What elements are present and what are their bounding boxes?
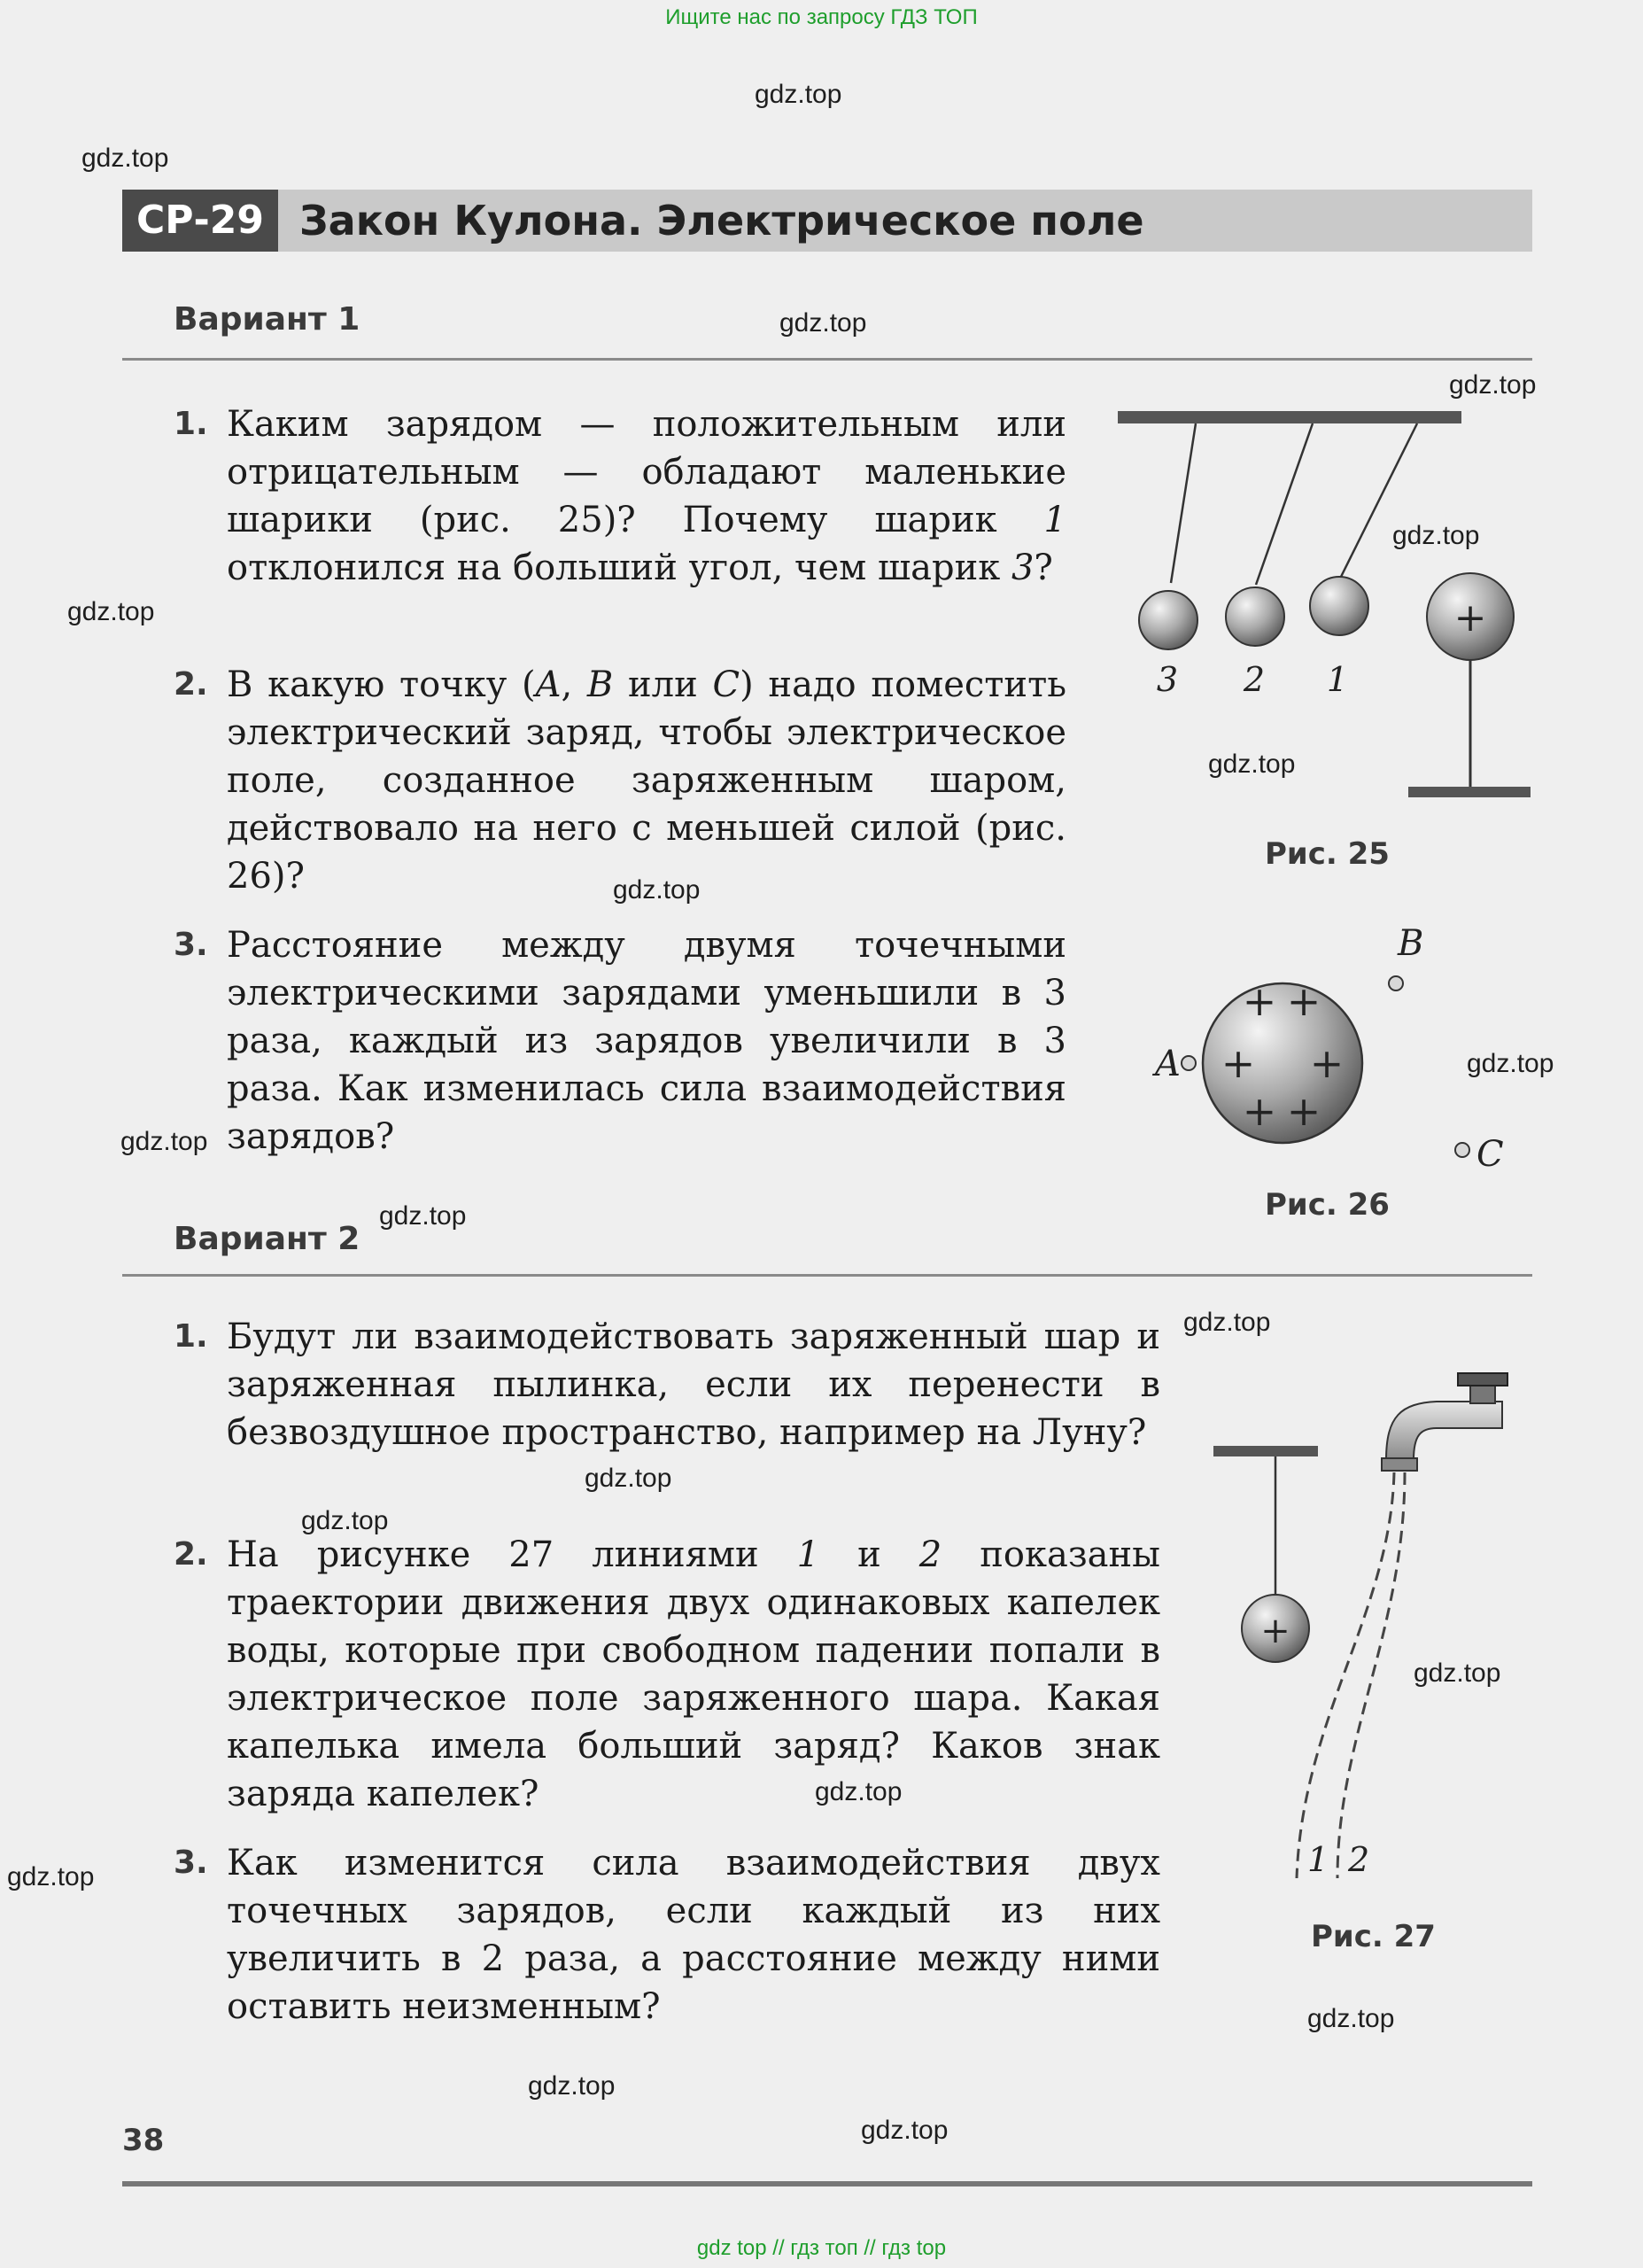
- section-code: СР-29: [122, 190, 278, 252]
- plus-sign: +: [1286, 1087, 1321, 1135]
- v2-q2-text: На рисунке 27 линиями 1 и 2 показаны траектории движения двух одинаковых капелек воды, которые при свободном падении попали в электрическое поле заряженного шара. Какая капелька имела больший заряд? Каков знак заряда капелек?: [227, 1534, 1161, 1814]
- watermark: gdz.top: [81, 144, 169, 173]
- plus-sign: +: [1286, 977, 1321, 1025]
- divider: [122, 358, 1532, 361]
- watermark: gdz.top: [585, 1464, 672, 1493]
- watermark: gdz.top: [1449, 370, 1537, 400]
- watermark: gdz.top: [7, 1862, 95, 1891]
- watermark: gdz.top: [1467, 1049, 1554, 1078]
- figure-25: [1107, 397, 1550, 813]
- v1-q1-text: Каким зарядом — положительным или отрицательным — обладают маленькие шарики (рис. 25)? Почему шарик 1 отклонился на больший угол, чем шарик 3?: [227, 404, 1066, 588]
- point-c: [1455, 1143, 1469, 1157]
- page-number: 38: [122, 2123, 165, 2158]
- ball-2: [1226, 587, 1284, 646]
- figure-27-caption: Рис. 27: [1311, 1919, 1436, 1954]
- ball-label-3: 3: [1156, 660, 1179, 699]
- label-a: A: [1155, 1044, 1181, 1084]
- v1-q2-text: В какую точку (A, B или C) надо поместить электрический заряд, чтобы электрическое поле, созданное заряженным шаром, действовало на него с меньшей силой (рис. 26)?: [227, 664, 1066, 897]
- support-beam: [1118, 411, 1461, 423]
- stand-base: [1408, 787, 1531, 797]
- v1-q3-number: 3.: [174, 927, 208, 963]
- figure-27: [1205, 1347, 1532, 1896]
- watermark: gdz.top: [67, 597, 155, 626]
- plus-sign: +: [1242, 977, 1277, 1025]
- v2-q3-number: 3.: [174, 1845, 208, 1881]
- point-b: [1389, 976, 1403, 990]
- v1-q1-number: 1.: [174, 406, 208, 442]
- figure-26: [1134, 913, 1523, 1187]
- thread-3: [1171, 423, 1196, 583]
- section-title: Закон Кулона. Электрическое поле: [299, 197, 1144, 245]
- support-beam: [1213, 1446, 1318, 1456]
- trajectory-2: [1337, 1472, 1405, 1878]
- plus-sign: +: [1309, 1039, 1345, 1087]
- watermark: gdz.top: [120, 1127, 208, 1156]
- variant2-title: Вариант 2: [174, 1221, 360, 1257]
- v2-q1-text: Будут ли взаимодействовать заряженный шар и заряженная пылинка, если их перенести в безвоздушное пространство, например на Луну?: [227, 1317, 1160, 1453]
- watermark: gdz.top: [1307, 2004, 1395, 2033]
- thread-2: [1256, 423, 1313, 585]
- faucet-valve: [1470, 1386, 1495, 1403]
- line-label-2: 2: [1348, 1840, 1370, 1879]
- thread-1: [1340, 423, 1417, 579]
- watermark: gdz.top: [379, 1201, 467, 1231]
- watermark: gdz.top: [779, 308, 867, 338]
- v2-q2-number: 2.: [174, 1536, 208, 1573]
- top-banner[interactable]: Ищите нас по запросу ГДЗ ТОП: [665, 5, 978, 29]
- watermark: gdz.top: [1183, 1308, 1271, 1337]
- ball-label-1: 1: [1326, 660, 1349, 699]
- bottom-divider: [122, 2181, 1532, 2186]
- bottom-banner[interactable]: gdz top // гдз топ // гдз top: [696, 2236, 947, 2260]
- figure-26-caption: Рис. 26: [1265, 1187, 1390, 1223]
- v2-q1-number: 1.: [174, 1318, 208, 1355]
- faucet-pipe: [1386, 1402, 1502, 1460]
- point-a: [1182, 1056, 1196, 1070]
- watermark: gdz.top: [1414, 1658, 1501, 1688]
- watermark: gdz.top: [613, 875, 701, 905]
- variant1-title: Вариант 1: [174, 301, 360, 338]
- v1-q2-number: 2.: [174, 666, 208, 703]
- watermark: gdz.top: [755, 80, 842, 109]
- faucet-nozzle: [1382, 1458, 1417, 1471]
- figure-25-caption: Рис. 25: [1265, 836, 1390, 872]
- plus-sign: +: [1221, 1039, 1256, 1087]
- label-c: C: [1476, 1134, 1504, 1175]
- v1-q3-text: Расстояние между двумя точечными электрическими зарядами уменьшили в 3 раза, каждый из зарядов увеличили в 3 раза. Как изменилась сила взаимодействия зарядов?: [227, 925, 1066, 1157]
- plus-sign: +: [1242, 1087, 1277, 1135]
- watermark: gdz.top: [1208, 750, 1296, 779]
- watermark: gdz.top: [301, 1506, 389, 1535]
- v2-q3-text: Как изменится сила взаимодействия двух точечных зарядов, если каждый из них увеличить в 2 раза, а расстояние между ними оставить неизменным?: [227, 1843, 1160, 2027]
- watermark: gdz.top: [815, 1777, 903, 1806]
- watermark: gdz.top: [861, 2116, 949, 2145]
- line-label-1: 1: [1307, 1840, 1329, 1879]
- trajectory-1: [1297, 1472, 1394, 1878]
- plus-sign: +: [1453, 595, 1487, 641]
- ball-3: [1139, 591, 1197, 649]
- watermark: gdz.top: [528, 2071, 616, 2101]
- ball-label-2: 2: [1243, 660, 1266, 699]
- divider: [122, 1274, 1532, 1277]
- watermark: gdz.top: [1392, 521, 1480, 550]
- ball-1: [1310, 577, 1368, 635]
- plus-sign: +: [1260, 1611, 1290, 1651]
- faucet-handle: [1458, 1373, 1507, 1386]
- label-b: B: [1398, 923, 1424, 964]
